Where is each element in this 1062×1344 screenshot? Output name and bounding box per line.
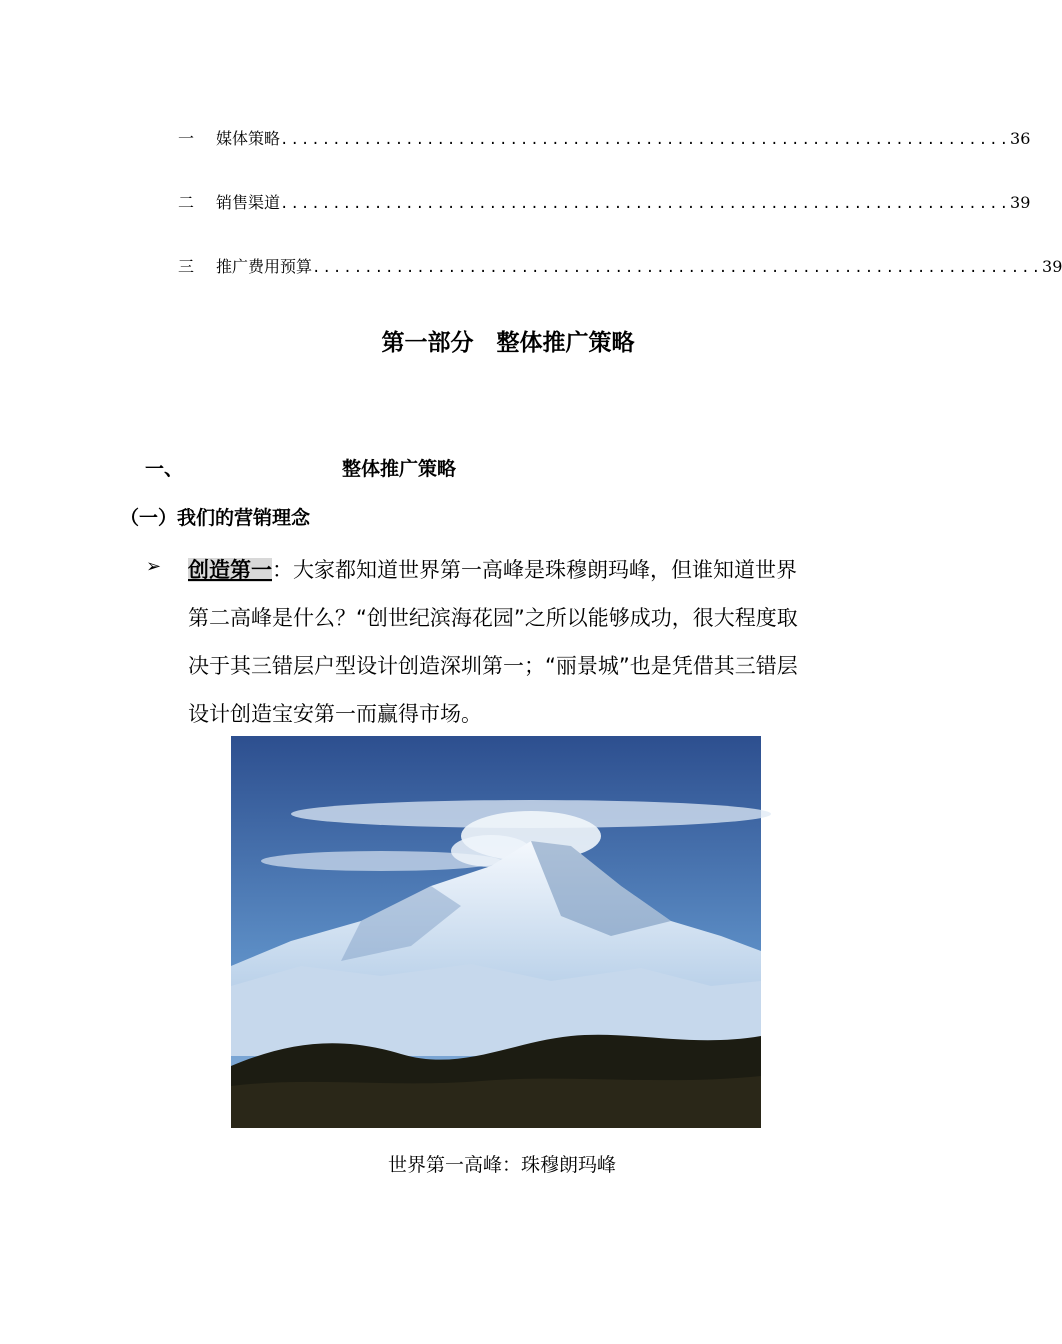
toc-number: 二 [178, 193, 195, 212]
toc-entry[interactable] [178, 190, 1031, 214]
bullet-lead: 创造第一 [188, 558, 272, 582]
arrow-bullet-icon: ➢ [146, 556, 162, 577]
part-title: 第一部分 整体推广策略 [381, 330, 635, 356]
toc-entry[interactable] [178, 254, 1062, 278]
toc-entry[interactable] [178, 126, 1031, 150]
toc-leader: ...................................................................... [312, 260, 1043, 276]
section-number: 一、 [145, 458, 184, 480]
bullet-text: ：大家都知道世界第一高峰是珠穆朗玛峰，但谁知道世界第二高峰是什么？“创世纪滨海花园”之所以能够成功，很大程度取决于其三错层户型设计创造深圳第一；“丽景城”也是凭借其三错层设计创造宝安第一而赢得市场。 [188, 558, 798, 726]
toc-page-number: 39 [1010, 193, 1031, 212]
toc-number: 一 [178, 129, 195, 148]
toc-page-number: 36 [1010, 129, 1031, 148]
mountain-photo [231, 736, 761, 1128]
subsection-title: （一）我们的营销理念 [120, 507, 311, 529]
toc-title: 推广费用预算 [216, 257, 313, 276]
toc-title: 媒体策略 [216, 129, 281, 148]
toc-number: 三 [178, 257, 195, 276]
toc-leader: ...................................................................... [280, 132, 1011, 148]
toc-leader: ...................................................................... [280, 196, 1011, 212]
toc-page-number: 39 [1042, 257, 1062, 276]
section-title: 整体推广策略 [342, 458, 457, 480]
toc-title: 销售渠道 [216, 193, 281, 212]
bullet-paragraph [188, 546, 814, 738]
image-caption: 世界第一高峰：珠穆朗玛峰 [387, 1154, 616, 1176]
